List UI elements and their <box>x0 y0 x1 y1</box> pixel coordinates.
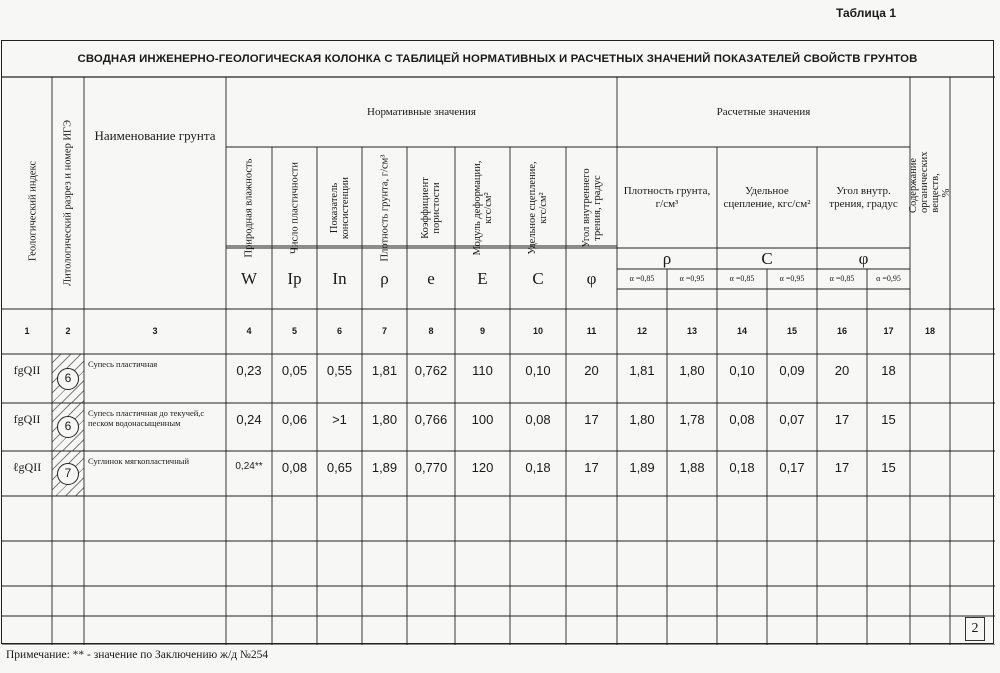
value-cell: 0,08 <box>281 460 308 475</box>
header-norm-symbol-7: C <box>532 268 544 288</box>
value-cell: 120 <box>471 460 494 475</box>
geo-index-cell: fgQII <box>13 412 41 426</box>
value-cell: 0,17 <box>779 460 805 475</box>
header-norm-col-8: Угол внутреннего трения, градус <box>580 167 603 248</box>
value-cell: 15 <box>881 460 896 475</box>
soil-name-cell: Суглинок мягкопластичный <box>88 456 190 466</box>
column-number: 4 <box>246 326 252 337</box>
soil-name-cell: Супесь пластичная до текучей,с песком водонасыщенным <box>88 408 205 428</box>
column-number: 14 <box>736 326 747 337</box>
value-cell <box>910 451 950 496</box>
value-cell: 17 <box>834 412 850 427</box>
geology-table <box>1 40 994 644</box>
header-alpha: α =0,85 <box>629 274 655 284</box>
header-norm-symbol-4: ρ <box>380 268 389 288</box>
value-cell: 17 <box>584 412 599 427</box>
value-cell: 1,89 <box>371 460 398 475</box>
header-calc-group-2: Удельное сцепление, кгс/см² <box>723 184 811 210</box>
column-number: 13 <box>686 326 697 337</box>
column-number: 5 <box>291 326 297 337</box>
column-number: 12 <box>636 326 647 337</box>
header-norm-symbol-1: W <box>240 268 258 288</box>
value-cell: 0,05 <box>281 363 308 378</box>
column-number: 7 <box>381 326 387 337</box>
column-number: 17 <box>883 326 894 337</box>
value-cell: 0,08 <box>525 412 551 427</box>
ige-number: 6 <box>57 416 79 438</box>
value-cell: 1,88 <box>679 460 705 475</box>
header-alpha: α =0,95 <box>679 274 705 284</box>
header-calc-group-1: Плотность грунта, г/см³ <box>623 184 711 210</box>
header-alpha: α =0,85 <box>729 274 755 284</box>
geo-index-cell: ℓgQII <box>12 460 42 474</box>
value-cell: 0,770 <box>414 460 448 475</box>
value-cell: >1 <box>332 412 347 427</box>
column-number: 8 <box>428 326 434 337</box>
table-label: Таблица 1 <box>835 6 896 20</box>
value-cell: 0,23 <box>236 363 262 378</box>
header-calculated: Расчетные значения <box>716 105 811 118</box>
value-cell: 20 <box>834 363 850 378</box>
header-norm-col-1: Природная влажность <box>243 158 255 257</box>
header-norm-symbol-3: In <box>332 268 347 288</box>
value-cell: 20 <box>584 363 599 378</box>
value-cell: 0,24** <box>235 461 263 472</box>
header-norm-col-4: Плотность грунта, г/см³ <box>378 154 390 261</box>
value-cell: 0,06 <box>281 412 308 427</box>
value-cell: 0,766 <box>414 412 448 427</box>
value-cell: 0,762 <box>414 363 448 378</box>
header-geo-index: Геологический индекс <box>27 160 39 262</box>
value-cell: 100 <box>471 412 494 427</box>
value-cell: 0,07 <box>779 412 805 427</box>
litho-cell <box>52 451 84 496</box>
value-cell: 1,78 <box>679 412 705 427</box>
header-calc-symbol-2: C <box>761 248 773 268</box>
column-number: 18 <box>924 326 935 337</box>
geo-index-cell: fgQII <box>13 363 41 377</box>
value-cell: 1,80 <box>679 363 705 378</box>
header-norm-symbol-6: E <box>477 268 488 288</box>
table-title: СВОДНАЯ ИНЖЕНЕРНО-ГЕОЛОГИЧЕСКАЯ КОЛОНКА С ТАБЛИЦЕЙ НОРМАТИВНЫХ И РАСЧЕТНЫХ ЗНАЧЕНИЙ ПОКАЗАТЕЛЕЙ СВОЙСТВ ГРУНТОВ <box>77 53 918 65</box>
ige-number: 6 <box>57 368 79 390</box>
column-number: 2 <box>65 326 71 337</box>
value-cell: 1,89 <box>629 460 655 475</box>
litho-cell <box>52 354 84 403</box>
header-calc-group-3: Угол внутр. трения, градус <box>829 184 898 210</box>
value-cell: 0,65 <box>326 460 353 475</box>
value-cell: 15 <box>881 412 896 427</box>
value-cell: 0,18 <box>525 460 551 475</box>
header-norm-symbol-8: φ <box>586 268 597 288</box>
column-number: 16 <box>836 326 847 337</box>
value-cell: 17 <box>834 460 850 475</box>
column-number: 11 <box>586 326 597 337</box>
value-cell: 0,10 <box>729 363 755 378</box>
value-cell: 1,81 <box>629 363 655 378</box>
value-cell: 0,55 <box>326 363 353 378</box>
header-normative: Нормативные значения <box>367 105 476 118</box>
header-calc-symbol-1: ρ <box>662 248 672 268</box>
column-number: 10 <box>532 326 543 337</box>
value-cell: 0,10 <box>525 363 551 378</box>
value-cell: 18 <box>881 363 896 378</box>
value-cell: 1,80 <box>629 412 655 427</box>
header-alpha: α =0,85 <box>829 274 855 284</box>
header-norm-col-6: Модуль деформации, кгс/см² <box>471 160 494 255</box>
value-cell: 0,09 <box>779 363 805 378</box>
page-marker: 2 <box>965 617 985 641</box>
value-cell: 110 <box>472 363 493 378</box>
value-cell: 0,24 <box>236 412 262 427</box>
header-norm-col-7: Удельное сцепление, кгс/см² <box>526 160 549 255</box>
value-cell <box>910 403 950 451</box>
value-cell <box>910 354 950 403</box>
header-alpha: α =0,95 <box>779 274 805 284</box>
ige-number: 7 <box>57 463 79 485</box>
value-cell: 1,81 <box>371 363 398 378</box>
column-number: 1 <box>24 326 30 337</box>
table-note: Примечание: ** - значение по Заключению ж/д №254 <box>6 649 269 661</box>
column-number: 9 <box>479 326 485 337</box>
header-organic: Содержание органических веществ, % <box>907 151 953 213</box>
header-norm-col-3: Показатель консистенции <box>328 176 351 239</box>
column-number: 15 <box>786 326 797 337</box>
header-calc-symbol-3: φ <box>858 248 869 268</box>
header-litho: Литологический разрез и номер ИГЭ <box>62 119 74 287</box>
value-cell: 17 <box>584 460 599 475</box>
header-norm-col-2: Число пластичности <box>288 161 300 254</box>
header-norm-symbol-2: Ip <box>287 268 302 288</box>
header-norm-col-5: Коэффициент пористости <box>419 176 442 239</box>
column-number: 6 <box>336 326 342 337</box>
soil-name-cell: Супесь пластичная <box>88 359 158 369</box>
header-norm-symbol-5: e <box>427 268 435 288</box>
value-cell: 0,08 <box>729 412 755 427</box>
value-cell: 1,80 <box>371 412 398 427</box>
header-alpha: α =0,95 <box>876 274 901 284</box>
value-cell: 0,18 <box>729 460 755 475</box>
litho-cell <box>52 403 84 451</box>
header-name: Наименование грунта <box>94 127 216 143</box>
column-number: 3 <box>152 326 158 337</box>
